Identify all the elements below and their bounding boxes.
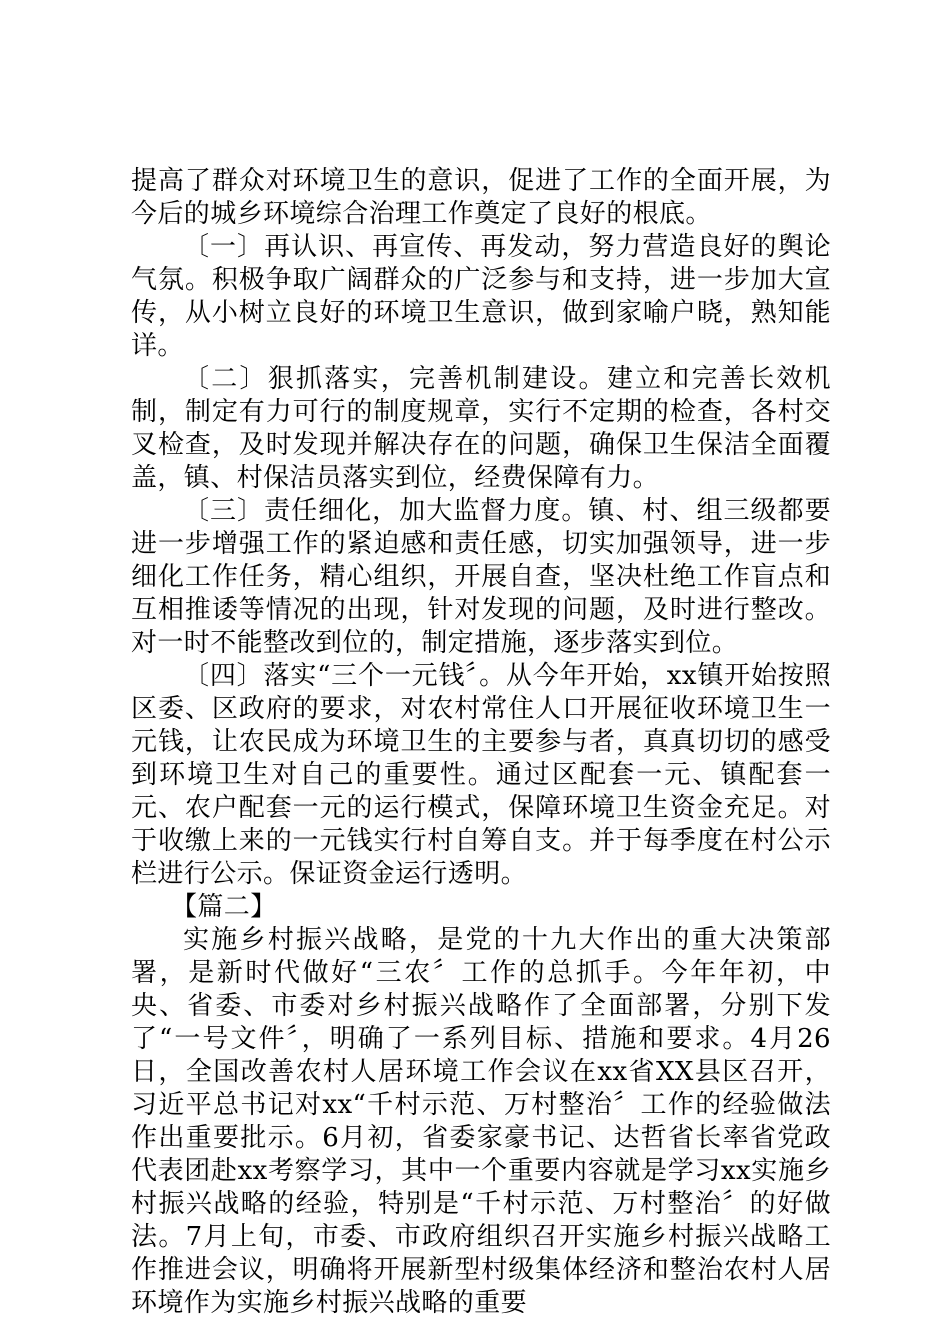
- paragraph-item-2: 〔二〕狠抓落实，完善机制建设。建立和完善长效机制，制定有力可行的制度规章，实行不定期的检查，各村交叉检查，及时发现并解决存在的问题，确保卫生保洁全面覆盖，镇、村保洁员落实到位，经费保障有力。: [131, 364, 831, 493]
- document-body: [131, 165, 831, 1320]
- paragraph-section2-intro: 实施乡村振兴战略，是党的十九大作出的重大决策部署，是新时代做好“三农〞工作的总抓手。今年年初，中央、省委、市委对乡村振兴战略作了全面部署，分别下发了“一号文件〞，明确了一系列目标、措施和要求。4月26日，全国改善农村人居环境工作会议在xx省XX县区召开，习近平总书记对xx“千村示范、万村整治〞工作的经验做法作出重要批示。6月初，省委家豪书记、达哲省长率省党政代表团赴xx考察学习，其中一个重要内容就是学习xx实施乡村振兴战略的经验，特别是“千村示范、万村整治〞的好做法。7月上旬，市委、市政府组织召开实施乡村振兴战略工作推进会议，明确将开展新型村级集体经济和整治农村人居环境作为实施乡村振兴战略的重要: [131, 925, 831, 1318]
- paragraph-item-4: 〔四〕落实“三个一元钱〞。从今年开始，xx镇开始按照区委、区政府的要求，对农村常住人口开展征收环境卫生一元钱，让农民成为环境卫生的主要参与者，真真切切的感受到环境卫生对自己的重要性。通过区配套一元、镇配套一元、农户配套一元的运行模式，保障环境卫生资金充足。对于收缴上来的一元钱实行村自筹自支。并于每季度在村公示栏进行公示。保证资金运行透明。: [131, 661, 831, 889]
- paragraph-item-3: 〔三〕责任细化，加大监督力度。镇、村、组三级都要进一步增强工作的紧迫感和责任感，切实加强领导，进一步细化工作任务，精心组织，开展自查，坚决杜绝工作盲点和互相推诿等情况的出现，针对发现的问题，及时进行整改。对一时不能整改到位的，制定措施，逐步落实到位。: [131, 496, 831, 658]
- section-heading: 【篇二】: [171, 892, 277, 922]
- paragraph-continuation: 提高了群众对环境卫生的意识，促进了工作的全面开展，为今后的城乡环境综合治理工作奠定了良好的根底。: [131, 166, 831, 229]
- paragraph-item-1: 〔一〕再认识、再宣传、再发动，努力营造良好的舆论气氛。积极争取广阔群众的广泛参与和支持，进一步加大宣传，从小树立良好的环境卫生意识，做到家喻户晓，熟知能详。: [131, 232, 831, 361]
